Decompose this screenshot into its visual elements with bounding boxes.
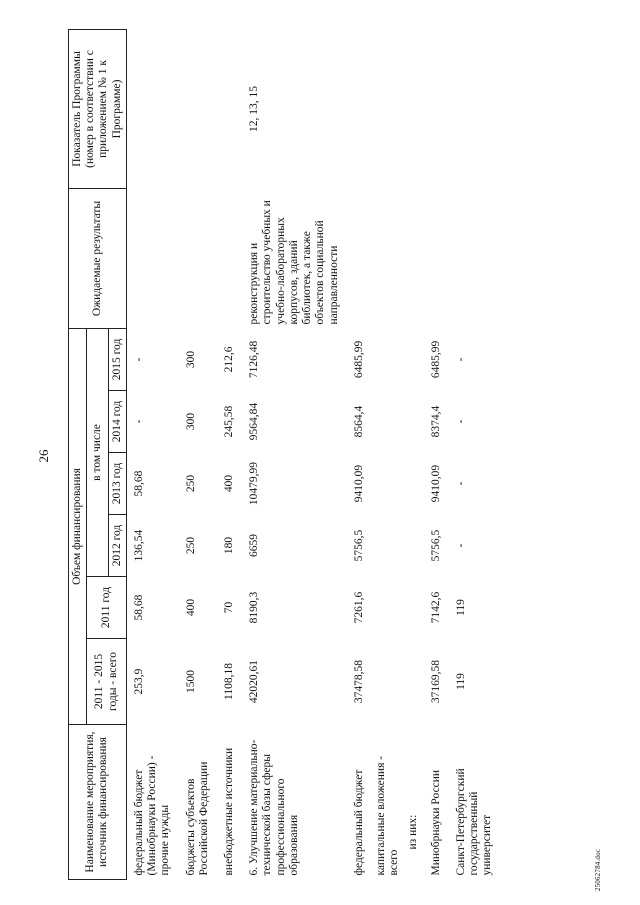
row-2014: [404, 391, 423, 453]
header-total: 2011 - 2015 годы - всего: [87, 639, 127, 725]
funding-table: [68, 29, 500, 880]
row-2014: 8374,4: [429, 405, 442, 438]
header-2014: 2014 год: [108, 391, 126, 453]
row-2011: 7142,6: [429, 591, 442, 624]
row-total: 1500: [184, 670, 197, 693]
row-2015: -: [454, 357, 467, 362]
row-2013: -: [454, 481, 467, 486]
row-name: внебюджетные источники: [222, 747, 235, 876]
row-2014: 8564,4: [352, 405, 365, 438]
row-2015: 300: [184, 350, 197, 369]
row-2015: 7126,48: [248, 340, 261, 379]
row-total: 253,9: [132, 668, 145, 695]
row-2014: [372, 391, 404, 453]
table-row: [242, 29, 347, 879]
row-2015: 212,6: [222, 346, 235, 373]
header-name: Наименование мероприятия, источник финансирования: [69, 725, 127, 880]
header-funding: Объем финансирования: [69, 328, 87, 724]
row-indicator: [449, 29, 501, 188]
row-total: [404, 639, 423, 725]
row-2011: 7261,6: [352, 591, 365, 624]
row-indicator: [126, 29, 178, 188]
row-results: [404, 188, 423, 328]
row-indicator: 12, 13, 15: [248, 85, 261, 132]
row-2012: -: [454, 543, 467, 548]
row-2015: [404, 328, 423, 390]
row-indicator: [372, 29, 404, 188]
row-name: 6. Улучшение материально-технической базы сферы профессионального образования: [248, 739, 300, 876]
row-2011: [372, 577, 404, 639]
row-name: из них:: [407, 814, 420, 850]
row-2012: 180: [222, 536, 235, 555]
row-results: [217, 188, 242, 328]
row-2011: 400: [184, 598, 197, 617]
header-indicator: Показатель Программы (номер в соответствии с приложением № 1 к Программе): [69, 29, 127, 188]
row-name: федеральный бюджет (Минобрнауки России) - прочие нужды: [132, 755, 172, 876]
row-2013: [404, 453, 423, 515]
row-results: [424, 188, 449, 328]
row-2014: 245,58: [222, 405, 235, 438]
row-indicator: [179, 29, 217, 188]
row-2011: 8190,3: [248, 591, 261, 624]
row-2013: 400: [222, 474, 235, 493]
row-2014: 9564,84: [248, 402, 261, 441]
row-2012: [404, 515, 423, 577]
row-total: 1108,18: [222, 663, 235, 700]
row-indicator: [347, 29, 372, 188]
row-2013: 10479,99: [248, 461, 261, 506]
row-2011: 70: [222, 601, 235, 614]
row-total: 42020,61: [248, 659, 261, 704]
table-row: [404, 29, 423, 879]
table-row: [217, 29, 242, 879]
header-2015: 2015 год: [108, 328, 126, 390]
row-name: Санкт-Петербургский государственный университет: [454, 768, 494, 876]
footer-document-code: 25062784.doc: [594, 848, 602, 892]
row-total: 119: [454, 673, 467, 690]
header-2011: 2011 год: [87, 577, 127, 639]
row-2012: 136,54: [132, 529, 145, 562]
row-name: федеральный бюджет: [352, 769, 365, 876]
row-2015: [372, 328, 404, 390]
row-2013: 9410,09: [429, 464, 442, 503]
header-including: в том числе: [87, 328, 108, 576]
row-2012: 250: [184, 536, 197, 555]
row-2012: 6659: [248, 534, 261, 557]
row-2011: 58,68: [132, 594, 145, 621]
row-total: [372, 639, 404, 725]
header-2012: 2012 год: [108, 515, 126, 577]
table-row: [424, 29, 449, 879]
header-2013: 2013 год: [108, 453, 126, 515]
table-row: [449, 29, 501, 879]
row-results: [347, 188, 372, 328]
row-2014: -: [454, 419, 467, 424]
row-2011: 119: [454, 599, 467, 616]
row-total: 37478,58: [352, 659, 365, 704]
row-2012: 5756,5: [429, 529, 442, 562]
row-results: реконструкция и строительство учебных и учебно-лабораторных корпусов, зданий библиотек, а также объектов социальной направленности: [248, 200, 340, 325]
row-results: [372, 188, 404, 328]
header-results: Ожидаемые результаты: [69, 188, 127, 328]
row-name: капитальные вложения - всего: [374, 755, 401, 876]
table-row: [347, 29, 372, 879]
row-2015: 6485,99: [429, 340, 442, 379]
page-number: 26: [36, 449, 51, 463]
row-name: бюджеты субъектов Российской Федерации: [184, 761, 210, 876]
row-2015: 6485,99: [352, 340, 365, 379]
table-row: [372, 29, 404, 879]
row-2014: -: [132, 419, 145, 424]
row-results: [179, 188, 217, 328]
row-results: [126, 188, 178, 328]
row-2014: 300: [184, 412, 197, 431]
row-2013: 58,68: [132, 470, 145, 497]
row-2013: 250: [184, 474, 197, 493]
table-row: [179, 29, 217, 879]
row-2015: -: [132, 357, 145, 362]
rotated-table-sheet: [68, 30, 613, 880]
table-row: [126, 29, 178, 879]
row-2012: [372, 515, 404, 577]
row-2012: 5756,5: [352, 529, 365, 562]
row-2013: 9410,09: [352, 464, 365, 503]
row-2013: [372, 453, 404, 515]
row-indicator: [217, 29, 242, 188]
row-name: Минобрнауки России: [429, 769, 442, 876]
row-2011: [404, 577, 423, 639]
row-indicator: [424, 29, 449, 188]
row-indicator: [404, 29, 423, 188]
row-total: 37169,58: [429, 659, 442, 704]
row-results: [449, 188, 501, 328]
